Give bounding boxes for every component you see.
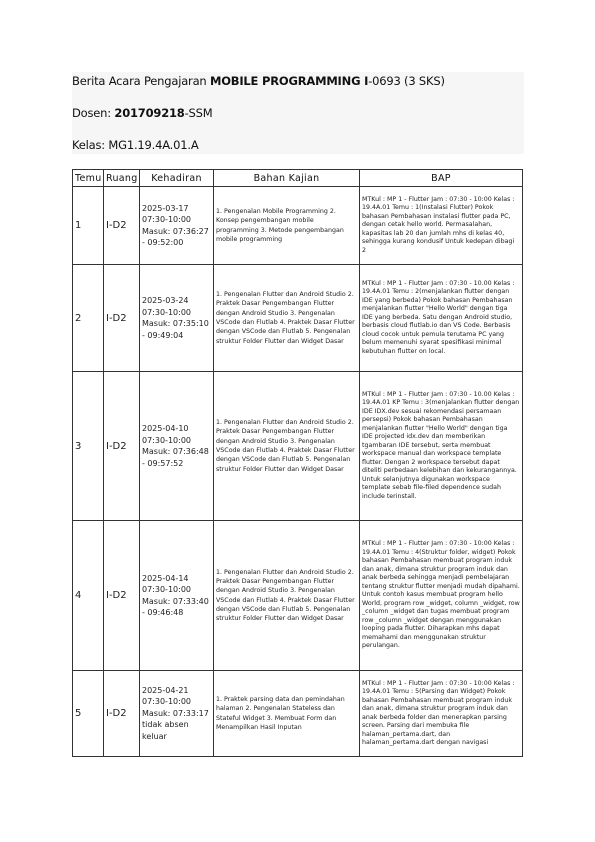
kehadiran-checkin: Masuk: 07:36:48 - 09:57:52 xyxy=(142,447,209,468)
course-name: MOBILE PROGRAMMING I xyxy=(209,74,369,88)
cell-bap: MTKul : MP 1 - Flutter Jam : 07:30 - 10.00 Kelas : 19.4A.01 Temu : 2(menjalankan flutter dengan IDE yang berbeda) Pokok bahasan Pembahasan menjalankan flutter "Hello World" dengan tiga IDE yang berbeda. Satu dengan Android studio, berbasis cloud flutlab.io dan VS Code. Berbasis cloud cocok untuk pemula terutama PC yang belum memenuhi syarat spesifikasi minimal kebutuhan flutter on local. xyxy=(360,265,523,372)
course-title-prefix: Berita Acara Pengajaran xyxy=(72,74,210,88)
table-row xyxy=(73,187,523,265)
lecturer-line xyxy=(72,106,212,120)
cell-temu: 1 xyxy=(73,187,104,265)
cell-kehadiran xyxy=(140,671,214,757)
table-row xyxy=(73,671,523,757)
cell-ruang: I-D2 xyxy=(104,372,140,521)
column-header-bap: BAP xyxy=(360,170,523,187)
column-header-bahan-kajian: Bahan Kajian xyxy=(214,170,360,187)
cell-kehadiran xyxy=(140,521,214,671)
table-row xyxy=(73,521,523,671)
cell-bap: MTKul : MP 1 - Flutter Jam : 07:30 - 10.00 Kelas : 19.4A.01 KP Temu : 3(menjalankan flutter dengan IDE IDX.dev sesuai rekomendasi persamaan persepsi) Pokok bahasan Pembahasan menjalankan flutter "Hello World" dengan tiga IDE projected idx.dev dan memberikan tgambaran IDE tersebut, serta membuat workspace manual dan workspace template flutter. Dengan 2 workspace tersebut dapat diteliti perbedaan kelebihan dan kekurangannya. Untuk selanjutnya digunakan workspace template sebab file-filed dependence sudah include terinstall. xyxy=(360,372,523,521)
attendance-table xyxy=(72,169,523,757)
lecturer-label: Dosen: xyxy=(72,106,115,120)
kehadiran-checkin: Masuk: 07:33:40 - 09:46:48 xyxy=(142,596,209,617)
cell-kehadiran xyxy=(140,265,214,372)
cell-bahan-kajian: 1. Pengenalan Flutter dan Android Studio 2. Praktek Dasar Pengembangan Flutter dengan Android Studio 3. Pengenalan VSCode dan Flutlab 4. Praktek Dasar Flutter dengan VSCode dan Flutlab 5. Pengenalan struktur Folder Flutter dan Widget Dasar xyxy=(214,265,360,372)
cell-bahan-kajian: 1. Pengenalan Flutter dan Android Studio 2. Praktek Dasar Pengembangan Flutter dengan Android Studio 3. Pengenalan VSCode dan Flutlab 4. Praktek Dasar Flutter dengan VSCode dan Flutlab 5. Pengenalan struktur Folder Flutter dan Widget Dasar xyxy=(214,521,360,671)
cell-ruang: I-D2 xyxy=(104,187,140,265)
cell-kehadiran xyxy=(140,372,214,521)
lecturer-code: -SSM xyxy=(184,106,213,120)
kehadiran-schedule: 2025-03-17 07:30-10:00 xyxy=(142,203,191,224)
cell-bahan-kajian: 1. Praktek parsing data dan pemindahan halaman 2. Pengenalan Stateless dan Stateful Widget 3. Membuat Form dan Menampilkan Hasil Inputan xyxy=(214,671,360,757)
cell-temu: 2 xyxy=(73,265,104,372)
class-line: Kelas: MG1.19.4A.01.A xyxy=(72,138,199,152)
report-header xyxy=(72,72,524,154)
cell-bahan-kajian: 1. Pengenalan Flutter dan Android Studio 2. Praktek Dasar Pengembangan Flutter dengan Android Studio 3. Pengenalan VSCode dan Flutlab 4. Praktek Dasar Flutter dengan VSCode dan Flutlab 5. Pengenalan struktur Folder Flutter dan Widget Dasar xyxy=(214,372,360,521)
kehadiran-checkin: Masuk: 07:35:10 - 09:49:04 xyxy=(142,319,209,340)
table-row xyxy=(73,372,523,521)
cell-temu: 5 xyxy=(73,671,104,757)
column-header-temu: Temu xyxy=(73,170,104,187)
cell-temu: 3 xyxy=(73,372,104,521)
cell-ruang: I-D2 xyxy=(104,671,140,757)
column-header-ruang: Ruang xyxy=(104,170,140,187)
kehadiran-note: tidak absen keluar xyxy=(142,720,189,741)
cell-bahan-kajian: 1. Pengenalan Mobile Programming 2. Konsep pengembangan mobile programming 3. Metode pengembangan mobile programming xyxy=(214,187,360,265)
table-row xyxy=(73,265,523,372)
cell-kehadiran xyxy=(140,187,214,265)
kehadiran-checkin: Masuk: 07:33:17 xyxy=(142,708,209,718)
kehadiran-schedule: 2025-04-10 07:30-10:00 xyxy=(142,424,191,445)
cell-ruang: I-D2 xyxy=(104,265,140,372)
cell-ruang: I-D2 xyxy=(104,521,140,671)
kehadiran-checkin: Masuk: 07:36:27 - 09:52:00 xyxy=(142,226,209,247)
kehadiran-schedule: 2025-04-14 07:30-10:00 xyxy=(142,573,191,594)
lecturer-id: 201709218 xyxy=(114,106,185,120)
course-title-line xyxy=(72,74,445,88)
cell-bap: MTKul : MP 1 - Flutter Jam : 07:30 - 10:00 Kelas : 19.4A.01 Temu : 5(Parsing dan Widget) Pokok bahasan Pembahasan membuat program induk dan anak, dimana struktur program induk dan anak berbeda folder dan menerapkan parsing screen. Parsing dari membuka file halaman_pertama.dart, dan halaman_pertama.dart dengan navigasi xyxy=(360,671,523,757)
kehadiran-schedule: 2025-03-24 07:30-10:00 xyxy=(142,296,191,317)
cell-bap: MTKul : MP 1 - Flutter Jam : 07:30 - 10:00 Kelas : 19.4A.01 Temu : 1(Instalasi Flutter) Pokok bahasan Pembahasan instalasi flutter pada PC, dengan cetak hello world. Permasalahan, kapasitas lab 20 dan jumlah mhs di kelas 40, sehingga kurang kondusif Untuk kedepan dibagi 2 xyxy=(360,187,523,265)
column-header-kehadiran: Kehadiran xyxy=(140,170,214,187)
course-code: -0693 (3 SKS) xyxy=(368,74,445,88)
table-header-row xyxy=(73,170,523,187)
cell-temu: 4 xyxy=(73,521,104,671)
cell-bap: MTKul : MP 1 - Flutter Jam : 07:30 - 10:00 Kelas : 19.4A.01 Temu : 4(Struktur folder, widget) Pokok bahasan Pembahasan membuat program induk dan anak, dimana struktur program induk dan anak berbeda sehingga menjadi pembelajaran tentang struktur flutter menjadi mudah dipahami. Untuk contoh kasus membuat program hello World, program row _widget, column _widget, row _column _widget dan tugas membuat program row _column _widget dengan menggunakan looping pada flutter. Diharapkan mhs dapat memahami dan menggunakan struktur perulangan. xyxy=(360,521,523,671)
kehadiran-schedule: 2025-04-21 07:30-10:00 xyxy=(142,685,191,707)
